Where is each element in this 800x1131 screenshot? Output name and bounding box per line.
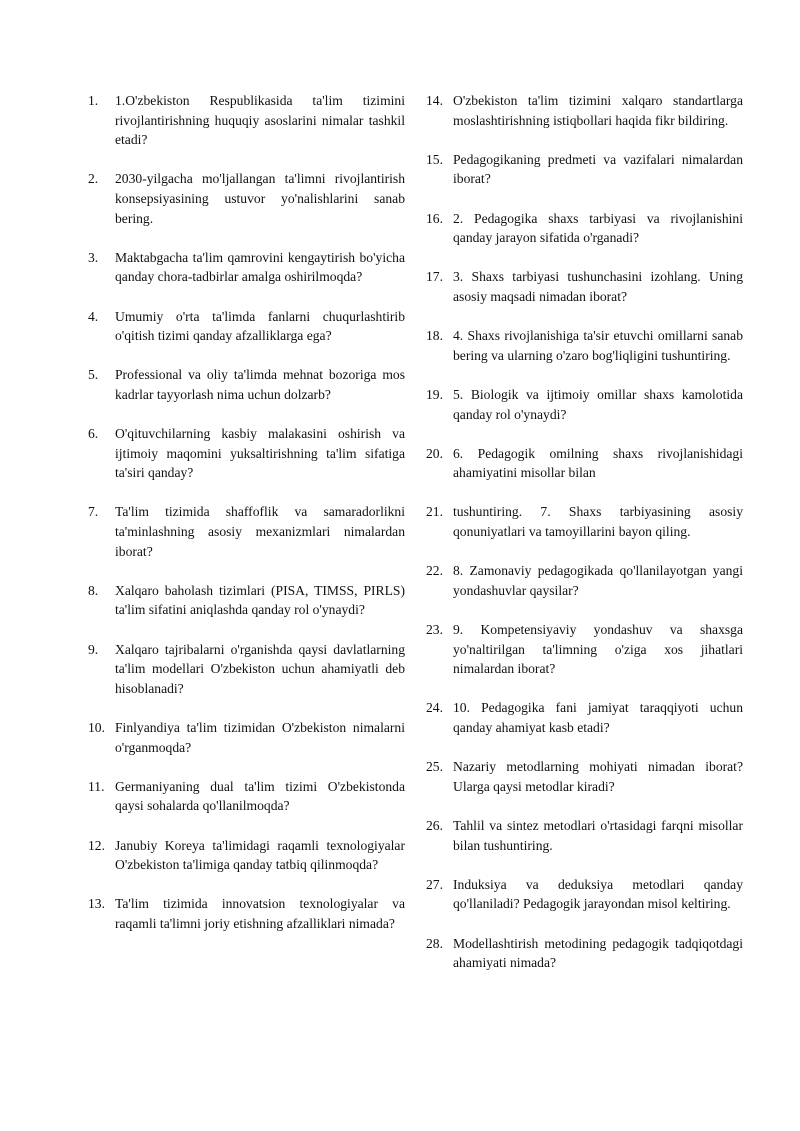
question-text: 8. Zamonaviy pedagogikada qo'llanilayotgan yangi yondashuvlar qaysilar? bbox=[453, 563, 743, 598]
question-number: 15. bbox=[426, 151, 443, 167]
question-number: 13. bbox=[88, 896, 105, 912]
question-number: 10. bbox=[88, 720, 105, 735]
question-item bbox=[426, 620, 743, 679]
question-number: 14. bbox=[426, 93, 443, 108]
question-text: 2. Pedagogika shaxs tarbiyasi va rivojlanishini qanday jarayon sifatida o'rganadi? bbox=[453, 210, 743, 246]
question-number: 21. bbox=[426, 504, 443, 520]
question-text: Xalqaro tajribalarni o'rganishda qaysi davlatlarning ta'lim modellari O'zbekiston uchun ahamiyatli deb hisoblanadi? bbox=[115, 641, 405, 696]
question-text: 4. Shaxs rivojlanishiga ta'sir etuvchi omillarni sanab bering va ularning o'zaro bog'liqligini tushuntiring. bbox=[453, 328, 743, 363]
question-item bbox=[426, 91, 743, 130]
question-number: 4. bbox=[88, 308, 99, 324]
question-text: Pedagogikaning predmeti va vazifalari nimalardan iborat? bbox=[453, 151, 743, 187]
question-number: 6. bbox=[88, 426, 99, 442]
question-number: 23. bbox=[426, 622, 443, 638]
question-item bbox=[88, 894, 405, 933]
question-number: 20. bbox=[426, 445, 443, 461]
question-text: 9. Kompetensiyaviy yondashuv va shaxsga yo'naltirilgan ta'limning o'ziga xos jihatlari nimalardan iborat? bbox=[453, 622, 743, 677]
question-number: 17. bbox=[426, 269, 443, 285]
question-item bbox=[426, 267, 743, 306]
question-text: Umumiy o'rta ta'limda fanlarni chuqurlashtirib o'qitish tizimi qanday afzalliklarga ega? bbox=[115, 308, 405, 344]
question-text: Finlyandiya ta'lim tizimidan O'zbekiston nimalarni o'rganmoqda? bbox=[115, 720, 405, 755]
question-item bbox=[88, 581, 405, 620]
question-number: 25. bbox=[426, 759, 443, 775]
question-item bbox=[88, 640, 405, 699]
question-column-left bbox=[88, 91, 405, 953]
question-text: Ta'lim tizimida shaffoflik va samaradorlikni ta'minlashning asosiy mexanizmlari nimalardan iborat? bbox=[115, 504, 405, 559]
question-number: 27. bbox=[426, 876, 443, 892]
question-column-right bbox=[426, 91, 743, 992]
question-item bbox=[426, 444, 743, 483]
question-number: 5. bbox=[88, 367, 99, 383]
question-text: Maktabgacha ta'lim qamrovini kengaytirish bo'yicha qanday chora-tadbirlar amalga oshirilmoqda? bbox=[115, 249, 405, 285]
question-number: 22. bbox=[426, 563, 443, 579]
question-number: 11. bbox=[88, 778, 105, 794]
question-text: Modellashtirish metodining pedagogik tadqiqotdagi ahamiyati nimada? bbox=[453, 935, 743, 971]
question-number: 18. bbox=[426, 328, 443, 344]
question-item bbox=[88, 502, 405, 561]
question-item bbox=[426, 561, 743, 600]
question-item bbox=[88, 424, 405, 483]
question-item bbox=[88, 248, 405, 287]
question-text: 6. Pedagogik omilning shaxs rivojlanishidagi ahamiyatini misollar bilan bbox=[453, 445, 743, 481]
question-text: Tahlil va sintez metodlari o'rtasidagi farqni misollar bilan tushuntiring. bbox=[453, 817, 743, 853]
question-item bbox=[426, 934, 743, 973]
question-item bbox=[426, 385, 743, 424]
question-number: 7. bbox=[88, 504, 99, 520]
question-item bbox=[426, 875, 743, 914]
question-number: 1. bbox=[88, 93, 99, 108]
question-text: Induksiya va deduksiya metodlari qanday qo'llaniladi? Pedagogik jarayondan misol keltiring. bbox=[453, 876, 743, 912]
question-item bbox=[426, 150, 743, 189]
question-item bbox=[88, 307, 405, 346]
question-number: 26. bbox=[426, 817, 443, 833]
question-text: Ta'lim tizimida innovatsion texnologiyalar va raqamli ta'limni joriy etishning afzalliklari nimada? bbox=[115, 896, 405, 931]
question-text: Xalqaro baholash tizimlari (PISA, TIMSS, PIRLS) ta'lim sifatini aniqlashda qanday rol o'ynaydi? bbox=[115, 582, 405, 618]
question-number: 24. bbox=[426, 700, 443, 716]
question-item bbox=[88, 718, 405, 757]
question-text: 2030-yilgacha mo'ljallangan ta'limni rivojlantirish konsepsiyasining ustuvor yo'nalishlarini sanab bering. bbox=[115, 171, 405, 226]
question-text: 5. Biologik va ijtimoiy omillar shaxs kamolotida qanday rol o'ynaydi? bbox=[453, 386, 743, 422]
question-item bbox=[426, 209, 743, 248]
question-number: 12. bbox=[88, 837, 105, 853]
question-number: 28. bbox=[426, 935, 443, 951]
question-item bbox=[426, 757, 743, 796]
question-item bbox=[426, 816, 743, 855]
question-number: 19. bbox=[426, 386, 443, 402]
question-number: 9. bbox=[88, 641, 99, 657]
question-item bbox=[426, 326, 743, 365]
question-number: 3. bbox=[88, 249, 99, 265]
question-text: tushuntiring. 7. Shaxs tarbiyasining asosiy qonuniyatlari va tamoyillarini bayon qiling. bbox=[453, 504, 743, 540]
question-text: 10. Pedagogika fani jamiyat taraqqiyoti uchun qanday ahamiyat kasb etadi? bbox=[453, 700, 743, 735]
question-number: 8. bbox=[88, 582, 99, 598]
question-item bbox=[426, 698, 743, 737]
question-text: 3. Shaxs tarbiyasi tushunchasini izohlang. Uning asosiy maqsadi nimadan iborat? bbox=[453, 269, 743, 304]
question-item bbox=[88, 169, 405, 228]
question-text: O'qituvchilarning kasbiy malakasini oshirish va ijtimoiy maqomini yuksaltirishning ta'lim sifatiga ta'siri qanday? bbox=[115, 426, 405, 481]
question-text: Nazariy metodlarning mohiyati nimadan iborat? Ularga qaysi metodlar kiradi? bbox=[453, 759, 743, 794]
question-text: O'zbekiston ta'lim tizimini xalqaro standartlarga moslashtirishning istiqbollari haqida fikr bildiring. bbox=[453, 93, 743, 128]
question-item bbox=[88, 836, 405, 875]
question-text: 1.O'zbekiston Respublikasida ta'lim tizimini rivojlantirishning huquqiy asoslarini nimalar tashkil etadi? bbox=[115, 93, 405, 148]
question-item bbox=[88, 365, 405, 404]
question-text: Germaniyaning dual ta'lim tizimi O'zbekistonda qaysi sohalarda qo'llanilmoqda? bbox=[115, 778, 405, 814]
question-number: 16. bbox=[426, 210, 443, 226]
question-text: Janubiy Koreya ta'limidagi raqamli texnologiyalar O'zbekiston ta'limiga qanday tatbiq qilinmoqda? bbox=[115, 837, 405, 873]
question-item bbox=[88, 91, 405, 150]
question-item bbox=[426, 502, 743, 541]
question-item bbox=[88, 777, 405, 816]
question-text: Professional va oliy ta'limda mehnat bozoriga mos kadrlar tayyorlash nima uchun dolzarb? bbox=[115, 367, 405, 402]
question-number: 2. bbox=[88, 171, 99, 187]
